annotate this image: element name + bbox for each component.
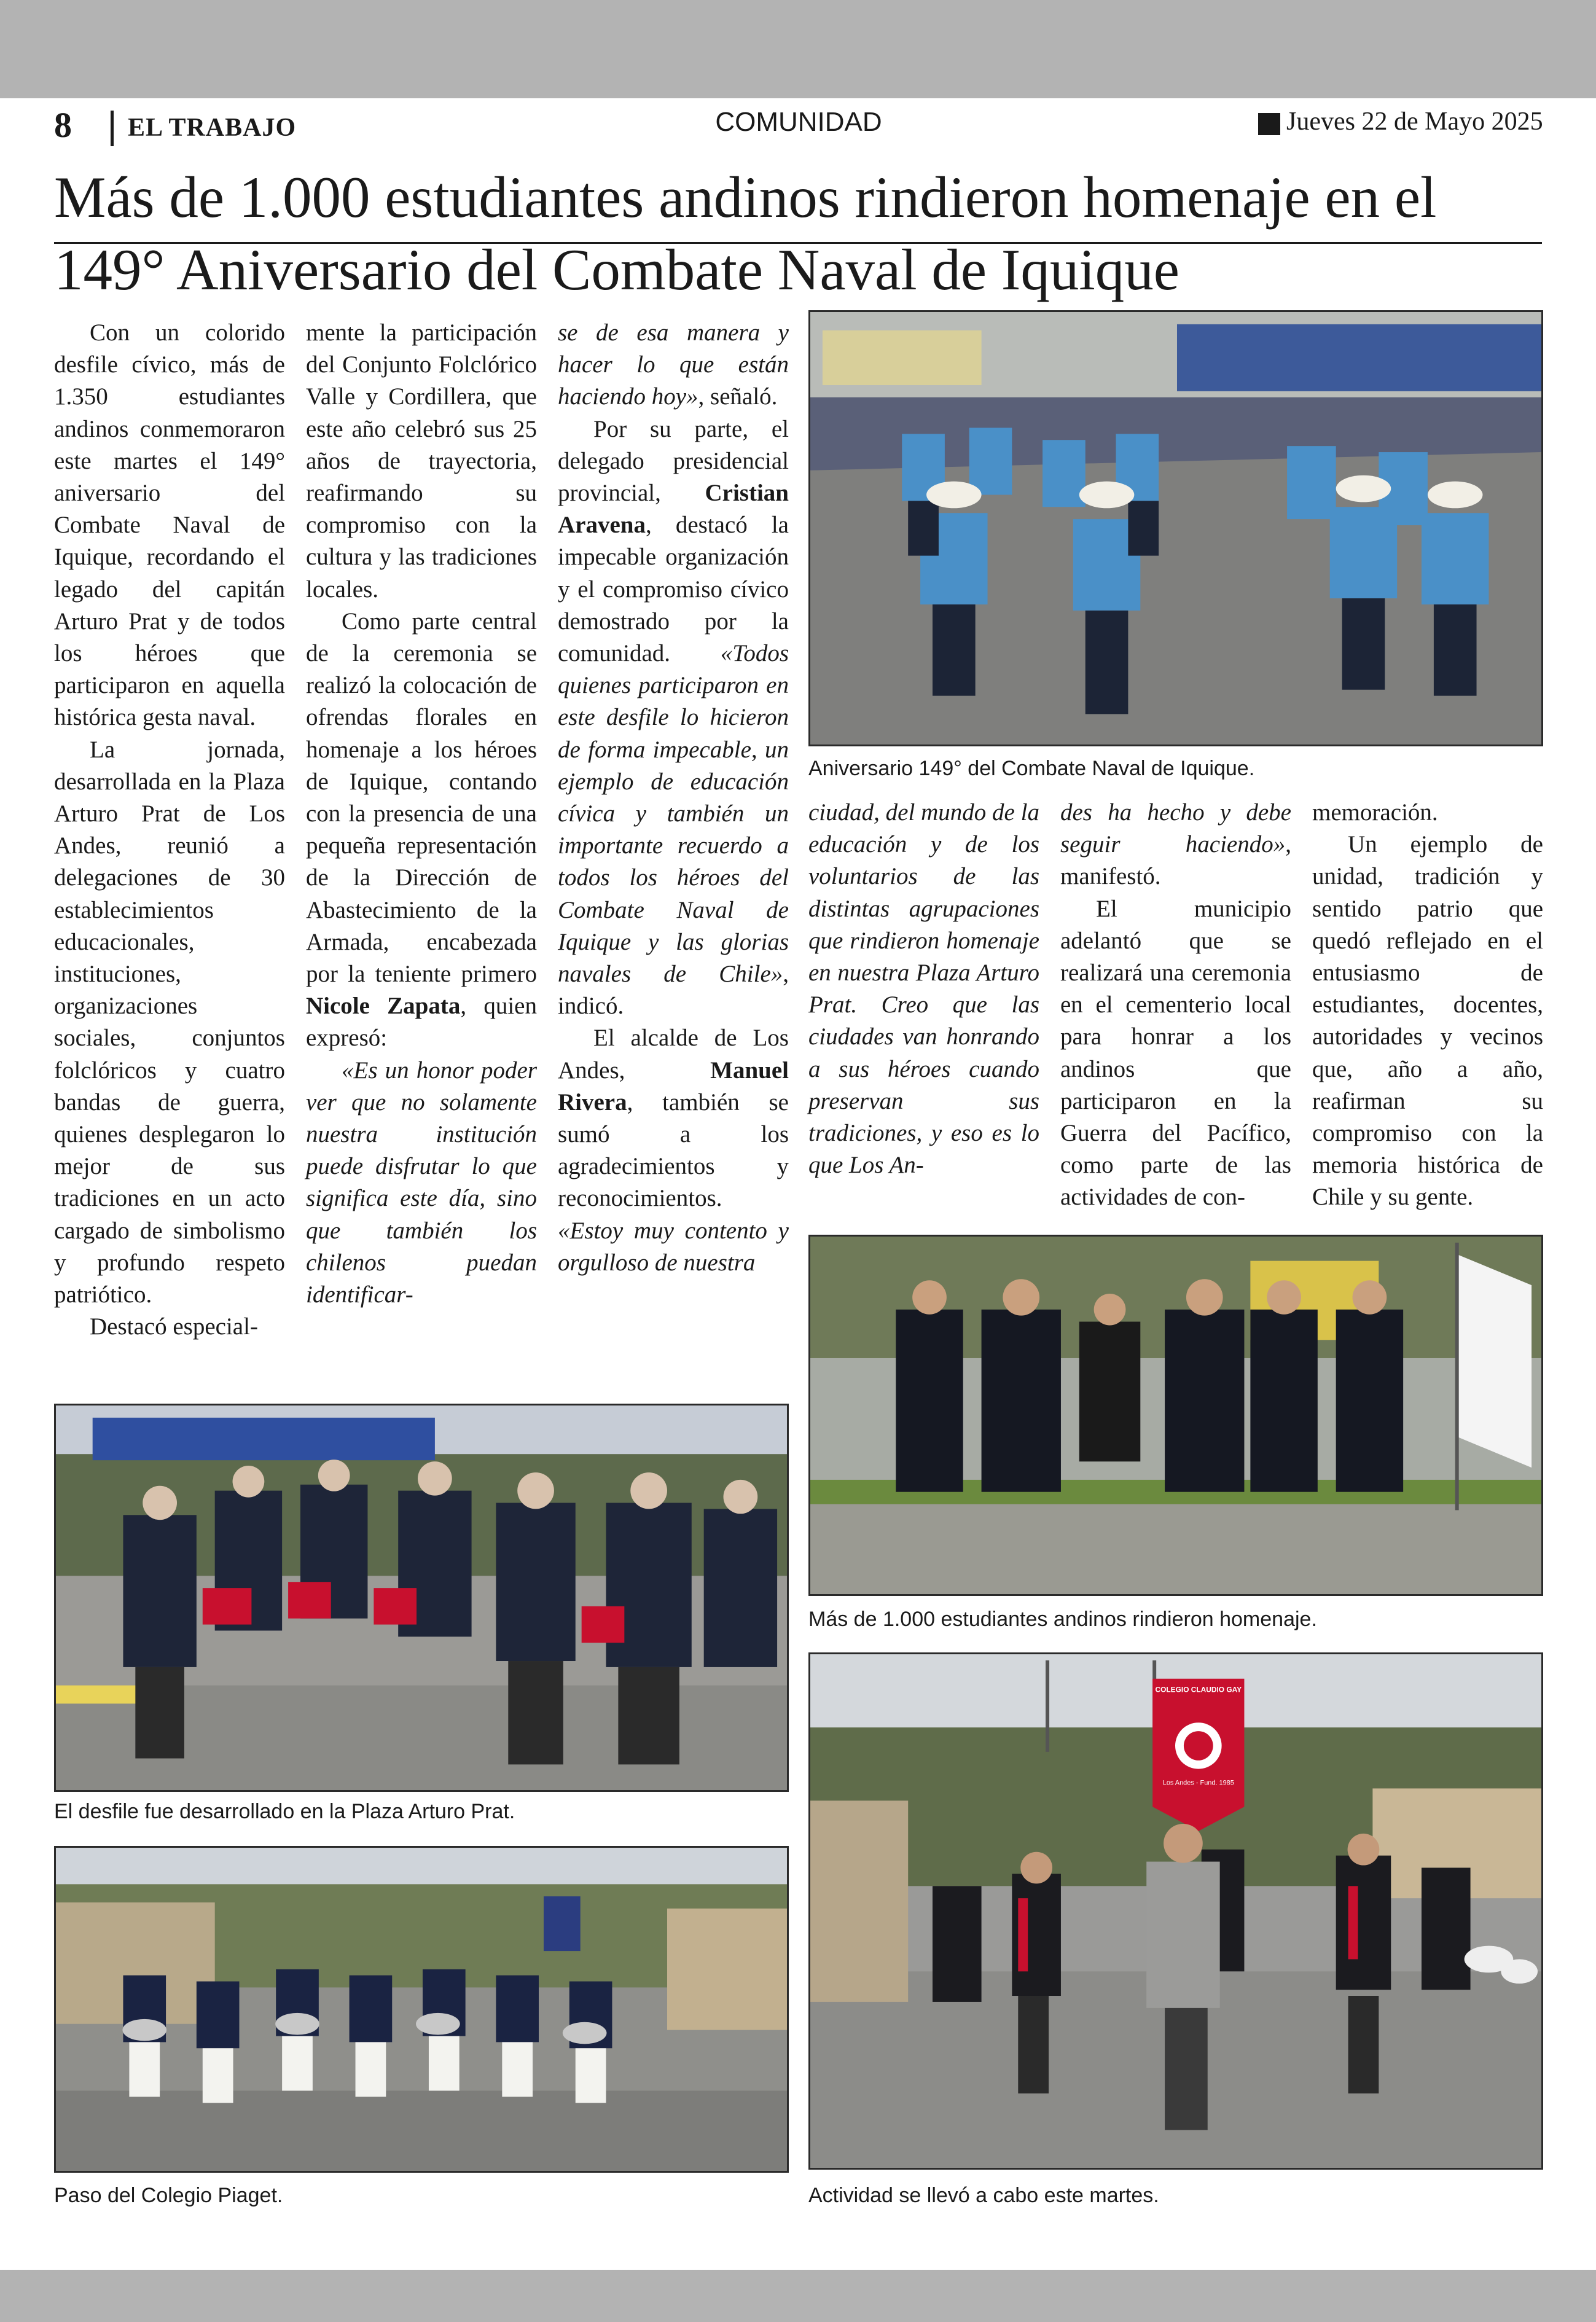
date-square-icon <box>1258 113 1280 135</box>
paragraph: Por su parte, el delegado presidencial provincial, Cristian Aravena, destacó la impecable organización y el compromiso cívico demostrado por la comunidad. «Todos quienes participaron en este desfile lo hicieron de forma impecable, un ejemplo de educación cívica y también un importante recuerdo a todos los héroes del Combate Naval de Iquique y las glorias navales de Chile», indicó. <box>558 415 789 1020</box>
paragraph: memoración. <box>1312 799 1438 826</box>
article-column-1 <box>54 317 285 1343</box>
page-header <box>0 98 1596 154</box>
photo-students-marching <box>808 310 1543 746</box>
top-gray-band <box>0 0 1596 98</box>
section-name: COMUNIDAD <box>715 107 882 137</box>
photo-colegio-claudio-gay <box>808 1652 1543 2170</box>
person-name: Manuel Rivera <box>558 1057 789 1116</box>
paragraph: Como parte central de la ceremonia se realizó la colocación de ofrendas florales en homenaje a los héroes de Iquique, contando con la presencia de una pequeña representación de la Dirección de Abastecimiento de la Armada, encabezada por la teniente primero Nicole Zapata, quien expresó: <box>306 608 537 1052</box>
header-divider <box>111 111 114 146</box>
issue-date: Jueves 22 de Mayo 2025 <box>1286 108 1543 136</box>
quote-paragraph: «Es un honor poder ver que no solamente nuestra institución puede disfrutar lo que significa este día, sino que también los chilenos puedan identificar- <box>306 1057 537 1308</box>
article-column-4 <box>808 797 1039 1181</box>
photo-caption: Paso del Colegio Piaget. <box>54 2184 283 2207</box>
page-number: 8 <box>54 105 72 145</box>
person-name: Nicole Zapata <box>306 993 461 1020</box>
photo-officials-group <box>808 1235 1543 1596</box>
paragraph: mente la participación del Conjunto Folclórico Valle y Cordillera, que este año celebró sus 25 años de trayectoria, reafirmando su compromiso con la cultura y las tradiciones locales. <box>306 319 537 603</box>
photo-colegio-piaget <box>54 1846 789 2173</box>
photo-caption: El desfile fue desarrollado en la Plaza Arturo Prat. <box>54 1800 515 1823</box>
paragraph: Con un colorido desfile cívico, más de 1.350 estudiantes andinos conmemoraron este martes el 149° aniversario del Combate Naval de Iquique, recordando el legado del capitán Arturo Prat y de todos los héroes que participaron en aquella histórica gesta naval. <box>54 319 285 731</box>
paragraph: Un ejemplo de unidad, tradición y sentido patrio que quedó reflejado en el entusiasmo de estudiantes, docentes, autoridades y vecinos que, año a año, reafirman su compromiso con la memoria histórica de Chile y su gente. <box>1312 831 1543 1211</box>
banner-school-name: COLEGIO CLAUDIO GAY <box>1155 1685 1242 1694</box>
article-column-2 <box>306 317 537 1311</box>
paragraph: La jornada, desarrollada en la Plaza Arturo Prat de Los Andes, reunió a delegaciones de 30 establecimientos educacionales, instituciones, organizaciones sociales, conjuntos folclóricos y cuatro bandas de guerra, quienes desplegaron lo mejor de sus tradiciones en un acto cargado de simbolismo y profundo respeto patriótico. <box>54 736 285 1308</box>
quote-paragraph: ciudad, del mundo de la educación y de los voluntarios de las distintas agrupaciones que rindieron homenaje en nuestra Plaza Arturo Prat. Creo que las ciudades van honrando a sus héroes cuando preservan sus tradiciones, y eso es lo que Los An- <box>808 799 1039 1179</box>
article-column-3 <box>558 317 789 1279</box>
photo-caption: Actividad se llevó a cabo este martes. <box>808 2184 1159 2207</box>
photo-caption: Más de 1.000 estudiantes andinos rindieron homenaje. <box>808 1608 1317 1631</box>
newspaper-name: EL TRABAJO <box>128 114 297 142</box>
paragraph: El municipio adelantó que se realizará una ceremonia en el cementerio local para honrar a los andinos que participaron en la Guerra del Pacífico, como parte de las actividades de con- <box>1060 895 1291 1211</box>
paragraph: El alcalde de Los Andes, Manuel Rivera, también se sumó a los agradecimientos y reconocimientos. «Estoy muy contento y orgulloso de nuestra <box>558 1025 789 1276</box>
paragraph: se de esa manera y hacer lo que están haciendo hoy», señaló. <box>558 319 789 410</box>
paragraph: Destacó especial- <box>90 1313 258 1340</box>
paragraph: des ha hecho y debe seguir haciendo», manifestó. <box>1060 799 1291 890</box>
banner-location: Los Andes - Fund. 1985 <box>1162 1779 1234 1787</box>
article-column-6 <box>1312 797 1543 1214</box>
photo-caption: Aniversario 149° del Combate Naval de Iquique. <box>808 757 1255 780</box>
photo-veterans-band <box>54 1404 789 1792</box>
article-column-5 <box>1060 797 1291 1214</box>
bottom-gray-band <box>0 2270 1596 2322</box>
person-name: Cristian Aravena <box>558 480 789 539</box>
article-headline: Más de 1.000 estudiantes andinos rindieron homenaje en el 149° Aniversario del Combate Naval de Iquique <box>54 165 1437 302</box>
